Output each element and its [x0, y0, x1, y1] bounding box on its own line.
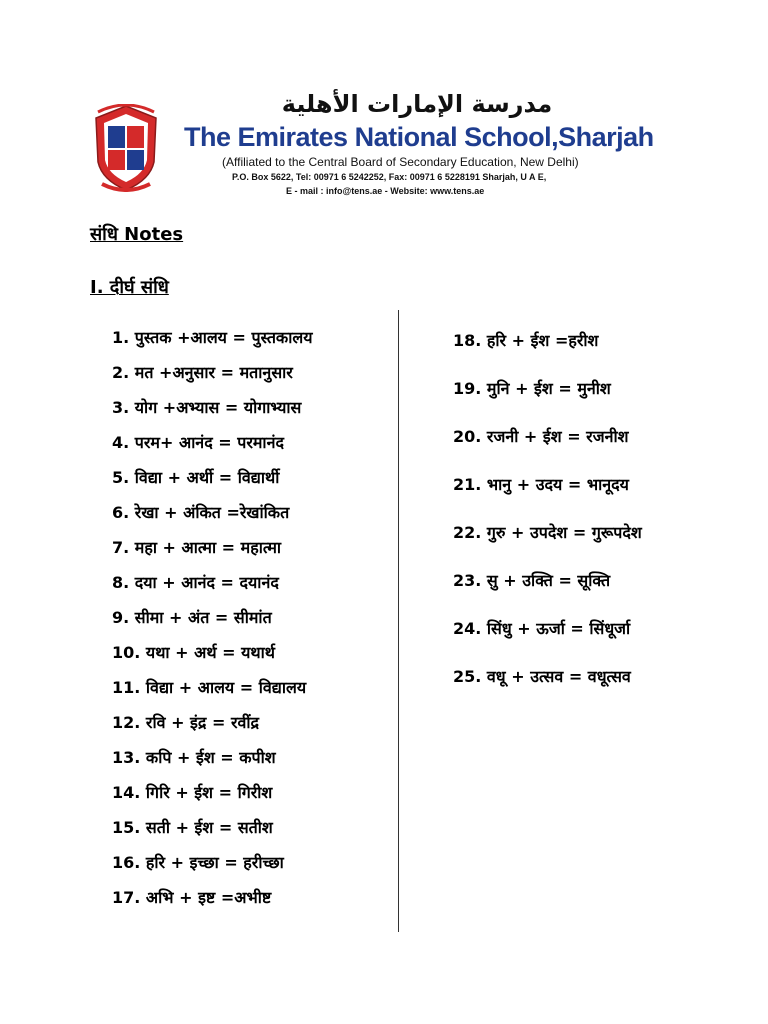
arabic-school-name: مدرسة الإمارات الأهلية	[281, 90, 553, 118]
contact-text: E - mail : info@tens.ae - Website: www.tens.ae	[286, 186, 485, 196]
sandhi-item: 22. गुरु + उपदेश = गुरूपदेश	[453, 523, 642, 542]
sandhi-item: 19. मुनि + ईश = मुनीश	[453, 379, 611, 398]
sandhi-item: 8. दया + आनंद = दयानंद	[112, 573, 279, 592]
sandhi-item: 4. परम+ आनंद = परमानंद	[112, 433, 284, 452]
sandhi-item: 17. अभि + इष्ट =अभीष्ट	[112, 888, 272, 907]
sandhi-list-right	[453, 329, 642, 713]
affiliation-text: (Affiliated to the Central Board of Secondary Education, New Delhi)	[222, 155, 579, 169]
sandhi-item: 11. विद्या + आलय = विद्यालय	[112, 678, 307, 697]
sandhi-item: 7. महा + आत्मा = महात्मा	[112, 538, 282, 557]
sandhi-item: 5. विद्या + अर्थी = विद्यार्थी	[112, 468, 280, 487]
school-name: The Emirates National School,Sharjah	[184, 122, 654, 152]
sandhi-item: 10. यथा + अर्थ = यथार्थ	[112, 643, 275, 662]
section-title: I. दीर्घ संधि	[90, 277, 169, 298]
sandhi-item: 12. रवि + इंद्र = रवींद्र	[112, 713, 260, 732]
sandhi-item: 24. सिंधु + ऊर्जा = सिंधूर्जा	[453, 619, 631, 638]
sandhi-item: 3. योग +अभ्यास = योगाभ्यास	[112, 398, 302, 417]
sandhi-item: 23. सु + उक्ति = सूक्ति	[453, 571, 611, 590]
sandhi-item: 14. गिरि + ईश = गिरीश	[112, 783, 273, 802]
sandhi-item: 25. वधू + उत्सव = वधूत्सव	[453, 667, 631, 686]
sandhi-item: 13. कपि + ईश = कपीश	[112, 748, 276, 767]
sandhi-item: 16. हरि + इच्छा = हरीच्छा	[112, 853, 284, 872]
sandhi-item: 9. सीमा + अंत = सीमांत	[112, 608, 272, 627]
sandhi-item: 21. भानु + उदय = भानूदय	[453, 475, 629, 494]
sandhi-item: 1. पुस्तक +आलय = पुस्तकालय	[112, 328, 313, 347]
sandhi-item: 20. रजनी + ईश = रजनीश	[453, 427, 629, 446]
address-text: P.O. Box 5622, Tel: 00971 6 5242252, Fax: 00971 6 5228191 Sharjah, U A E,	[232, 172, 547, 182]
sandhi-item: 15. सती + ईश = सतीश	[112, 818, 273, 837]
column-divider	[398, 310, 399, 932]
sandhi-item: 18. हरि + ईश =हरीश	[453, 331, 599, 350]
sandhi-list-left	[112, 326, 313, 921]
page-title: संधि Notes	[90, 224, 184, 245]
sandhi-item: 6. रेखा + अंकित =रेखांकित	[112, 503, 290, 522]
sandhi-item: 2. मत +अनुसार = मतानुसार	[112, 363, 293, 382]
school-logo	[92, 104, 160, 192]
